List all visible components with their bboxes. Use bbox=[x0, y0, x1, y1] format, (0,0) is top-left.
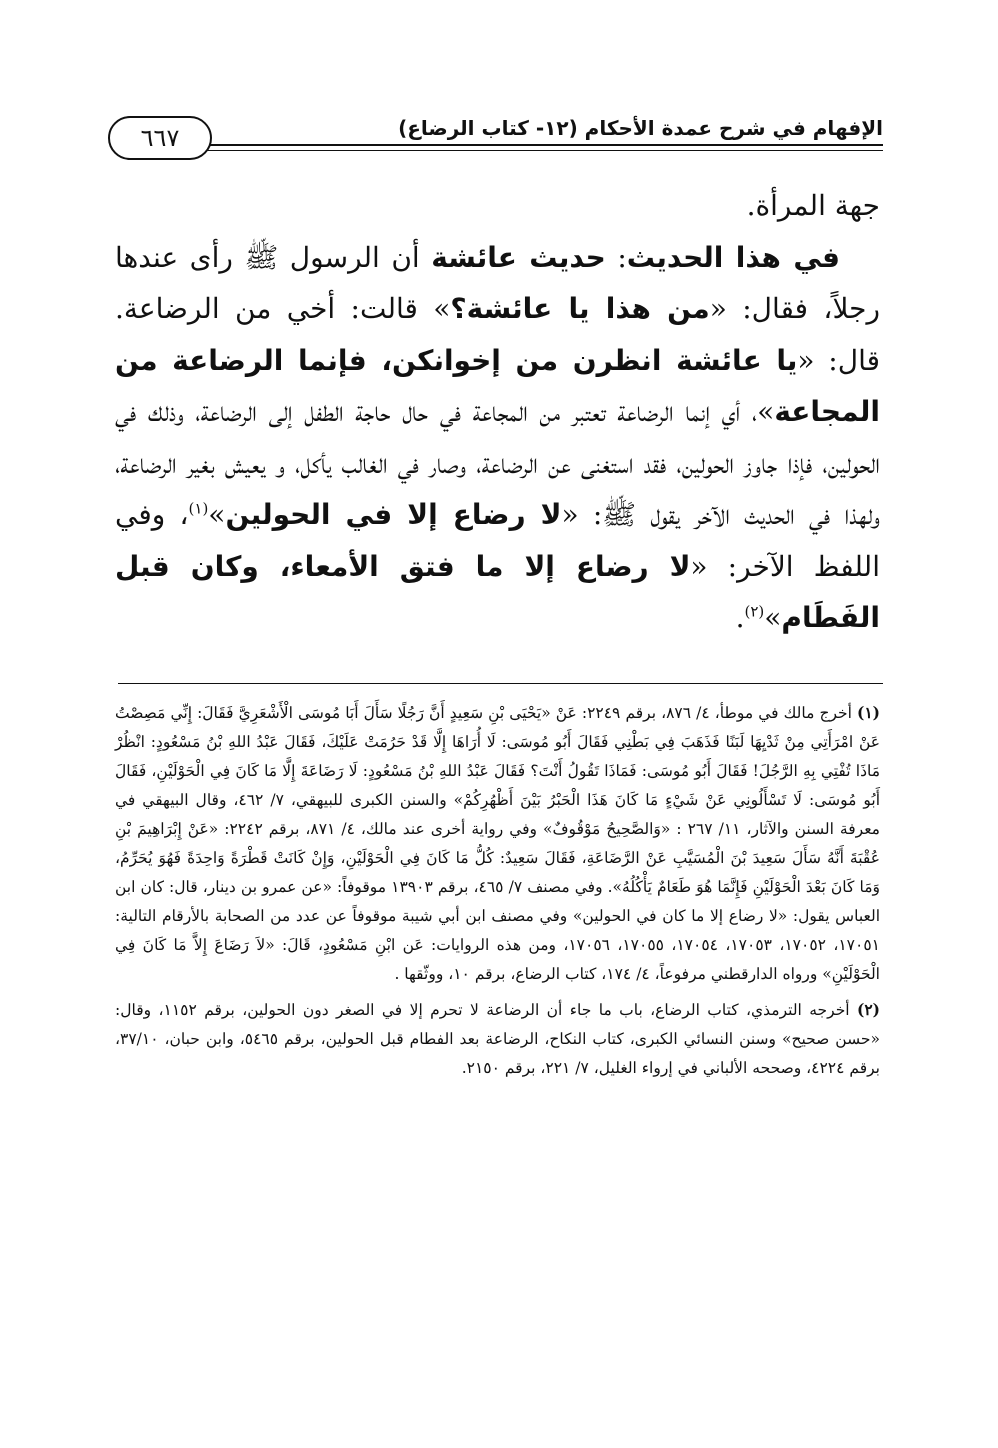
hadith-quote-3: لا رضاع إلا في الحولين bbox=[225, 498, 562, 531]
footnote-number: (٢) bbox=[857, 1000, 881, 1019]
page-number: ٦٦٧ bbox=[108, 116, 212, 160]
footnote-2 bbox=[115, 995, 880, 1083]
page-header bbox=[108, 112, 883, 160]
footnote-ref-2[interactable]: (٢) bbox=[744, 602, 765, 621]
footnotes bbox=[115, 698, 880, 1089]
footnote-ref-1[interactable]: (١) bbox=[188, 499, 209, 518]
hadith-name: حديث عائشة bbox=[431, 240, 606, 274]
hadith-quote-1: من هذا يا عائشة؟ bbox=[450, 292, 710, 325]
footnote-text: أخرج مالك في موطأ، ٤/ ٨٧٦، برقم ٢٢٤٩: عَنْ «يَحْيَى بْنِ سَعِيدٍ أَنَّ رَجُلًا سَأَلَ أَبَا مُوسَى الْأَشْعَرِيَّ فَقَالَ: إِنِّي مَصِصْتُ عَنْ امْرَأَتِي مِنْ ثَدْيِهَا لَبَنًا فَذَهَبَ فِي بَطْنِي فَقَالَ أَبُو مُوسَى: لَا أُرَاهَا إِلَّا قَدْ حَرُمَتْ عَلَيْكَ، فَقَالَ عَبْدُ اللهِ بْنُ مَسْعُودٍ: انْظُرْ مَاذَا تُفْتِي بِهِ الرَّجُلَ! فَقَالَ أَبُو مُوسَى: فَمَاذَا تَقُولُ أَنْتَ؟ فَقَالَ عَبْدُ اللهِ بْنُ مَسْعُودٍ: لَا رَضَاعَةَ إِلَّا مَا كَانَ فِي الْحَوْلَيْنِ، فَقَالَ أَبُو مُوسَى: لَا تَسْأَلُونِي عَنْ شَيْءٍ مَا كَانَ هَذَا الْحَبْرُ بَيْنَ أَظْهُرِكُمْ» والسنن الكبرى للبيهقي، ٧/ ٤٦٢، وقال البيهقي في معرفة السنن والآثار، ١١/ ٢٦٧ : «وَالصَّحِيحُ مَوْقُوفٌ» وفي رواية أخرى عند مالك، ٤/ ٨٧١، برقم ٢٢٤٢: «عَنْ إِبْرَاهِيمَ بْنِ عُقْبَةَ أَنَّهُ سَأَلَ سَعِيدَ بْنَ الْمُسَيَّبِ عَنْ الرَّضَاعَةِ، فَقَالَ سَعِيدٌ: كُلُّ مَا كَانَ فِي الْحَوْلَيْنِ، وَإِنْ كَانَتْ قَطْرَةً وَاحِدَةً فَهُوَ يُحَرِّمُ، وَمَا كَانَ بَعْدَ الْحَوْلَيْنِ فَإِنَّمَا هُوَ طَعَامٌ يَأْكُلُهُ». وفي مصنف ٧/ ٤٦٥، برقم ١٣٩٠٣ موقوفاً: «عن عمرو بن دينار، قال: كان ابن العباس يقول: «لا رضاع إلا ما كان في الحولين» وفي مصنف ابن أبي شيبة موقوفاً عن عدد من الصحابة بالأرقام التالية: ١٧٠٥١، ١٧٠٥٢، ١٧٠٥٣، ١٧٠٥٤، ١٧٠٥٥، ١٧٠٥٦، ومن هذه الروايات: عَن ابْنِ مَسْعُودٍ، قَالَ: «لاَ رَضَاعَ إِلاَّ مَا كَانَ فِي الْحَوْلَيْنِ» ورواه الدارقطني مرفوعاً، ٤/ ١٧٤، كتاب الرضاع، برقم ١٠، ووثّقها . bbox=[115, 704, 881, 983]
header-rule-thick bbox=[204, 144, 883, 146]
main-text bbox=[115, 180, 880, 644]
section-heading: في هذا الحديث bbox=[626, 240, 840, 274]
footnote-text: أخرجه الترمذي، كتاب الرضاع، باب ما جاء أن الرضاعة لا تحرم إلا في الصغر دون الحولين، برقم ١١٥٢، وقال: «حسن صحيح» وسنن النسائي الكبرى، كتاب النكاح، الرضاعة بعد الفطام قبل الحولين، برقم ٥٤٦٥، وابن حبان، ٣٧/١٠، برقم ٤٢٢٤، وصححه الألباني في إرواء الغليل، ٧/ ٢٢١، برقم ٢١٥٠. bbox=[115, 1001, 880, 1077]
hadith-quote-2: يا عائشة انظرن من إخوانكن، فإنما الرضاعة من المجاعة bbox=[115, 343, 880, 428]
footnote-separator bbox=[118, 683, 883, 684]
paragraph-2: في هذا الحديث: حديث عائشة أن الرسول ﷺ رأى عندها رجلاً، فقال: «من هذا يا عائشة؟» قالت: أخي من الرضاعة. قال: «يا عائشة انظرن من إخوانكن، فإنما الرضاعة من المجاعة»، أي إنما الرضاعة تعتبر من المجاعة في حال حاجة الطفل إلى الرضاعة، وذلك في الحولين، فإذا جاوز الحولين، فقد استغنى عن الرضاعة، وصار في الغالب يأكل، و يعيش بغير الرضاعة، ولهذا في الحديث الآخر يقول ﷺ: «لا رضاع إلا في الحولين»$^{(١)}$، وفي اللفظ الآخر: «لا رضاع إلا ما فتق الأمعاء، وكان قبل الفَطَام»$^{(٢)}$. bbox=[115, 240, 881, 634]
header-rule-thin bbox=[204, 150, 883, 151]
footnote-1 bbox=[115, 698, 880, 989]
running-title: الإفهام في شرح عمدة الأحكام (١٢- كتاب الرضاع) bbox=[398, 116, 883, 140]
paragraph-1: جهة المرأة. bbox=[746, 189, 880, 222]
hadith-quote-4: لا رضاع إلا ما فتق الأمعاء، وكان قبل الفَطَام bbox=[115, 549, 880, 634]
footnote-number: (١) bbox=[856, 703, 880, 722]
